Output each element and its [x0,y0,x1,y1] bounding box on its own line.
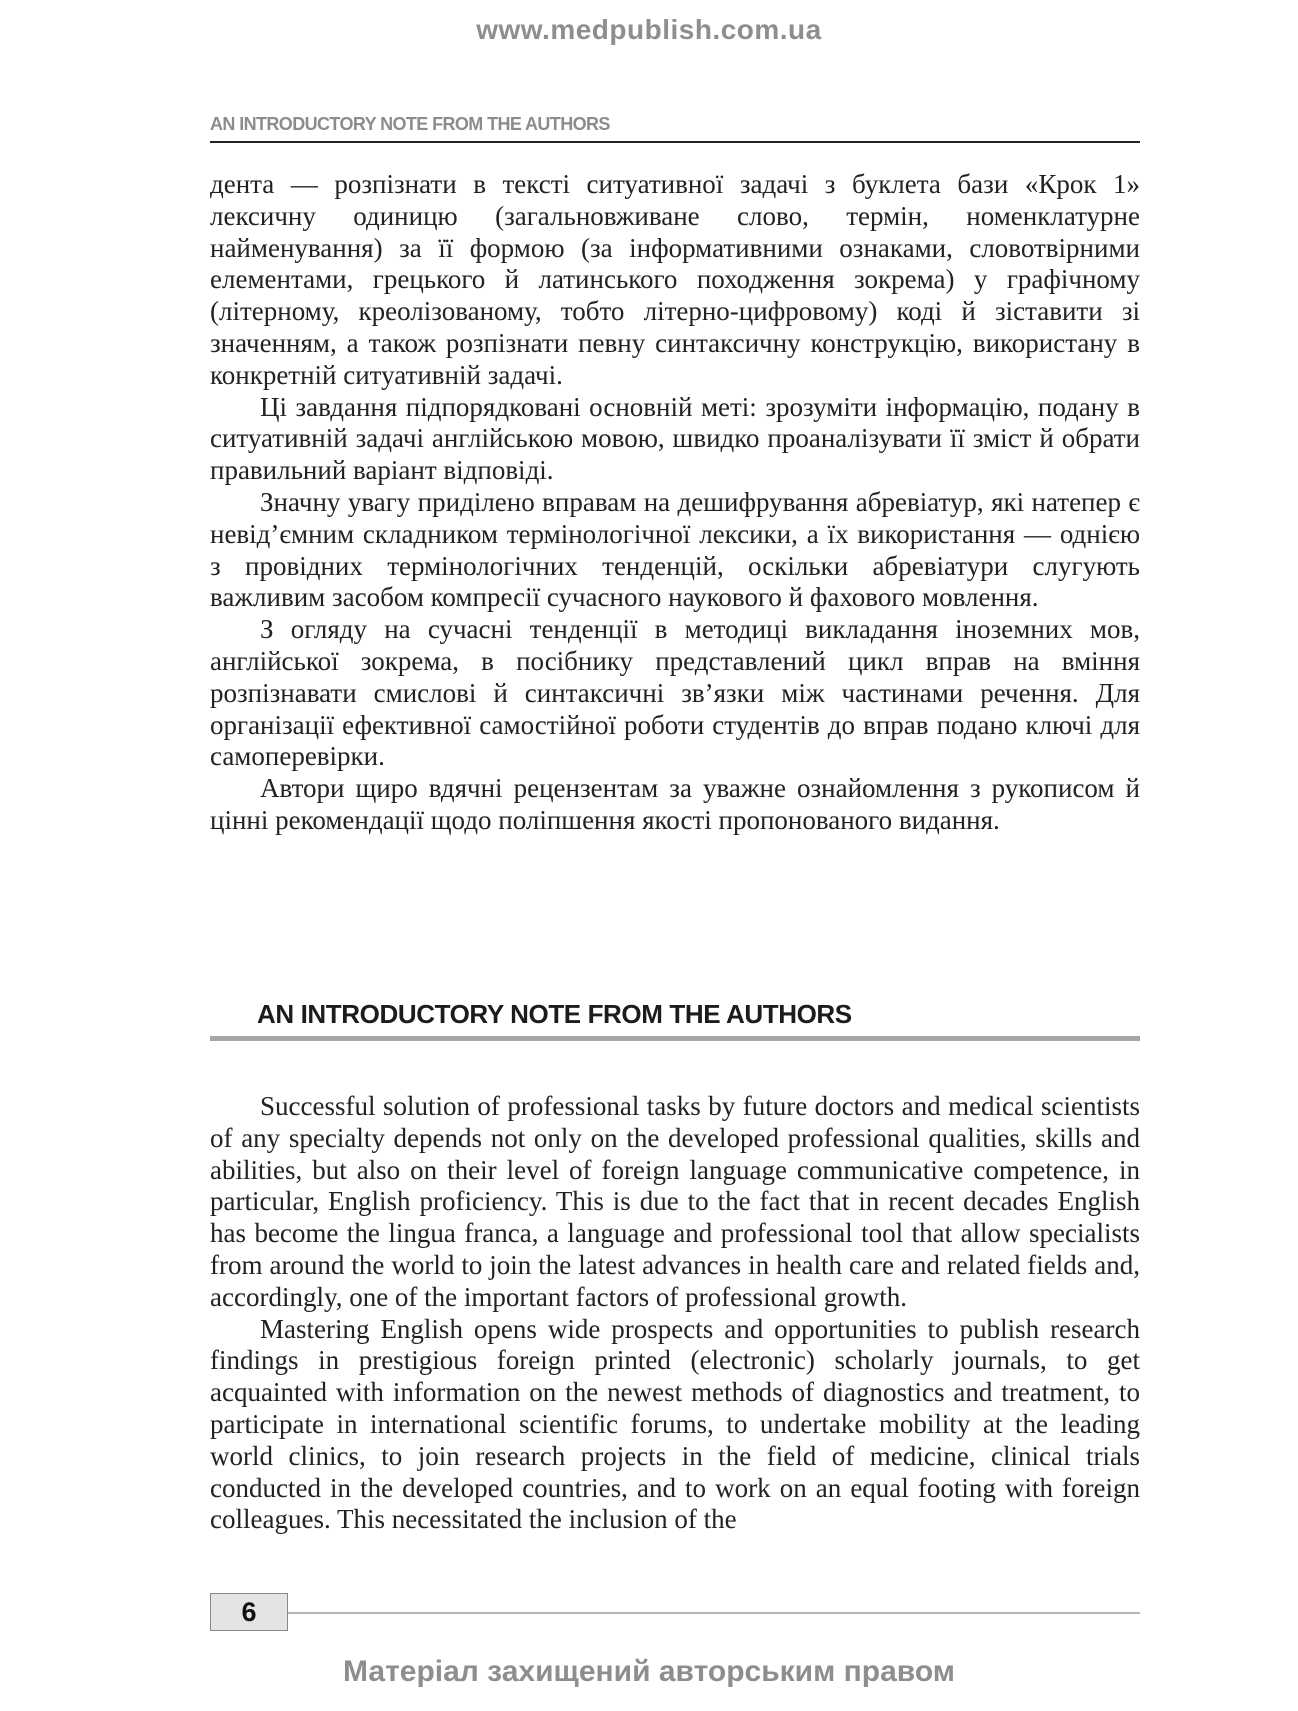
ukrainian-text-block [210,169,1140,837]
running-head-rule [210,141,1140,143]
paragraph: Автори щиро вдячні рецензентам за уважне ознайомлення з рукописом й цінні рекомендації щодо поліпшення якості пропонованого видання. [210,773,1140,835]
paragraph: Successful solution of professional tasks by future doctors and medical scientists of any specialty depends not only on the developed professional qualities, skills and abilities, but also on their level of foreign language communicative competence, in particular, English proficiency. This is due to the fact that in recent decades English has become the lingua franca, a language and professional tool that allow specialists from around the world to join the latest advances in health care and related fields and, accordingly, one of the important factors of professional growth. [210,1091,1140,1312]
paragraph: Значну увагу приділено вправам на дешифрування абревіатур, які натепер є невід’ємним складником термінологічної лексики, а їх використання — однією з провідних термінологічних тенденцій, оскільки абревіатури слугують важливим засобом компресії сучасного наукового й фахового мовлення. [210,486,1140,613]
english-text-block [210,1091,1140,1536]
footer-rule [288,1612,1140,1614]
paragraph: дента — розпізнати в тексті ситуативної задачі з буклета бази «Крок 1» лексичну одиницю (загальновживане слово, термін, номенклатурне найменування) за її формою (за інформативними ознаками, словотвірними елементами, грецького й латинського походження зокрема) у графічному (літерному, креолізованому, тобто літерно-цифровому) коді й зіставити зі значенням, а також розпізнати певну синтаксичну конструкцію, використану в конкретній ситуативній задачі. [210,169,1140,390]
copyright-watermark: Матеріал захищений авторським правом [343,1655,955,1688]
paragraph: Mastering English opens wide prospects and opportunities to publish research findings in prestigious foreign printed (electronic) scholarly journals, to get acquainted with information on the newest methods of diagnostics and treatment, to participate in international scientific forums, to undertake mobility at the leading world clinics, to join research projects in the field of medicine, clinical trials conducted in the developed countries, and to work on an equal footing with foreign colleagues. This necessitated the inclusion of the [210,1313,1140,1535]
section-title: AN INTRODUCTORY NOTE FROM THE AUTHORS [257,999,852,1029]
section-title-rule [210,1036,1140,1041]
running-head: AN INTRODUCTORY NOTE FROM THE AUTHORS [210,114,610,134]
paragraph: Ці завдання підпорядковані основній меті: зрозуміти інформацію, подану в ситуативній задачі англійською мовою, швидко проаналізувати її зміст й обрати правильний варіант відповіді. [210,391,1140,486]
page-number: 6 [210,1593,288,1631]
watermark-url: www.medpublish.com.ua [476,14,822,45]
paragraph: З огляду на сучасні тенденції в методиці викладання іноземних мов, англійської зокрема, в посібнику представлений цикл вправ на вміння розпізнавати смислові й синтаксичні зв’язки між частинами речення. Для організації ефективної самостійної роботи студентів до вправ подано ключі для самоперевірки. [210,614,1140,772]
